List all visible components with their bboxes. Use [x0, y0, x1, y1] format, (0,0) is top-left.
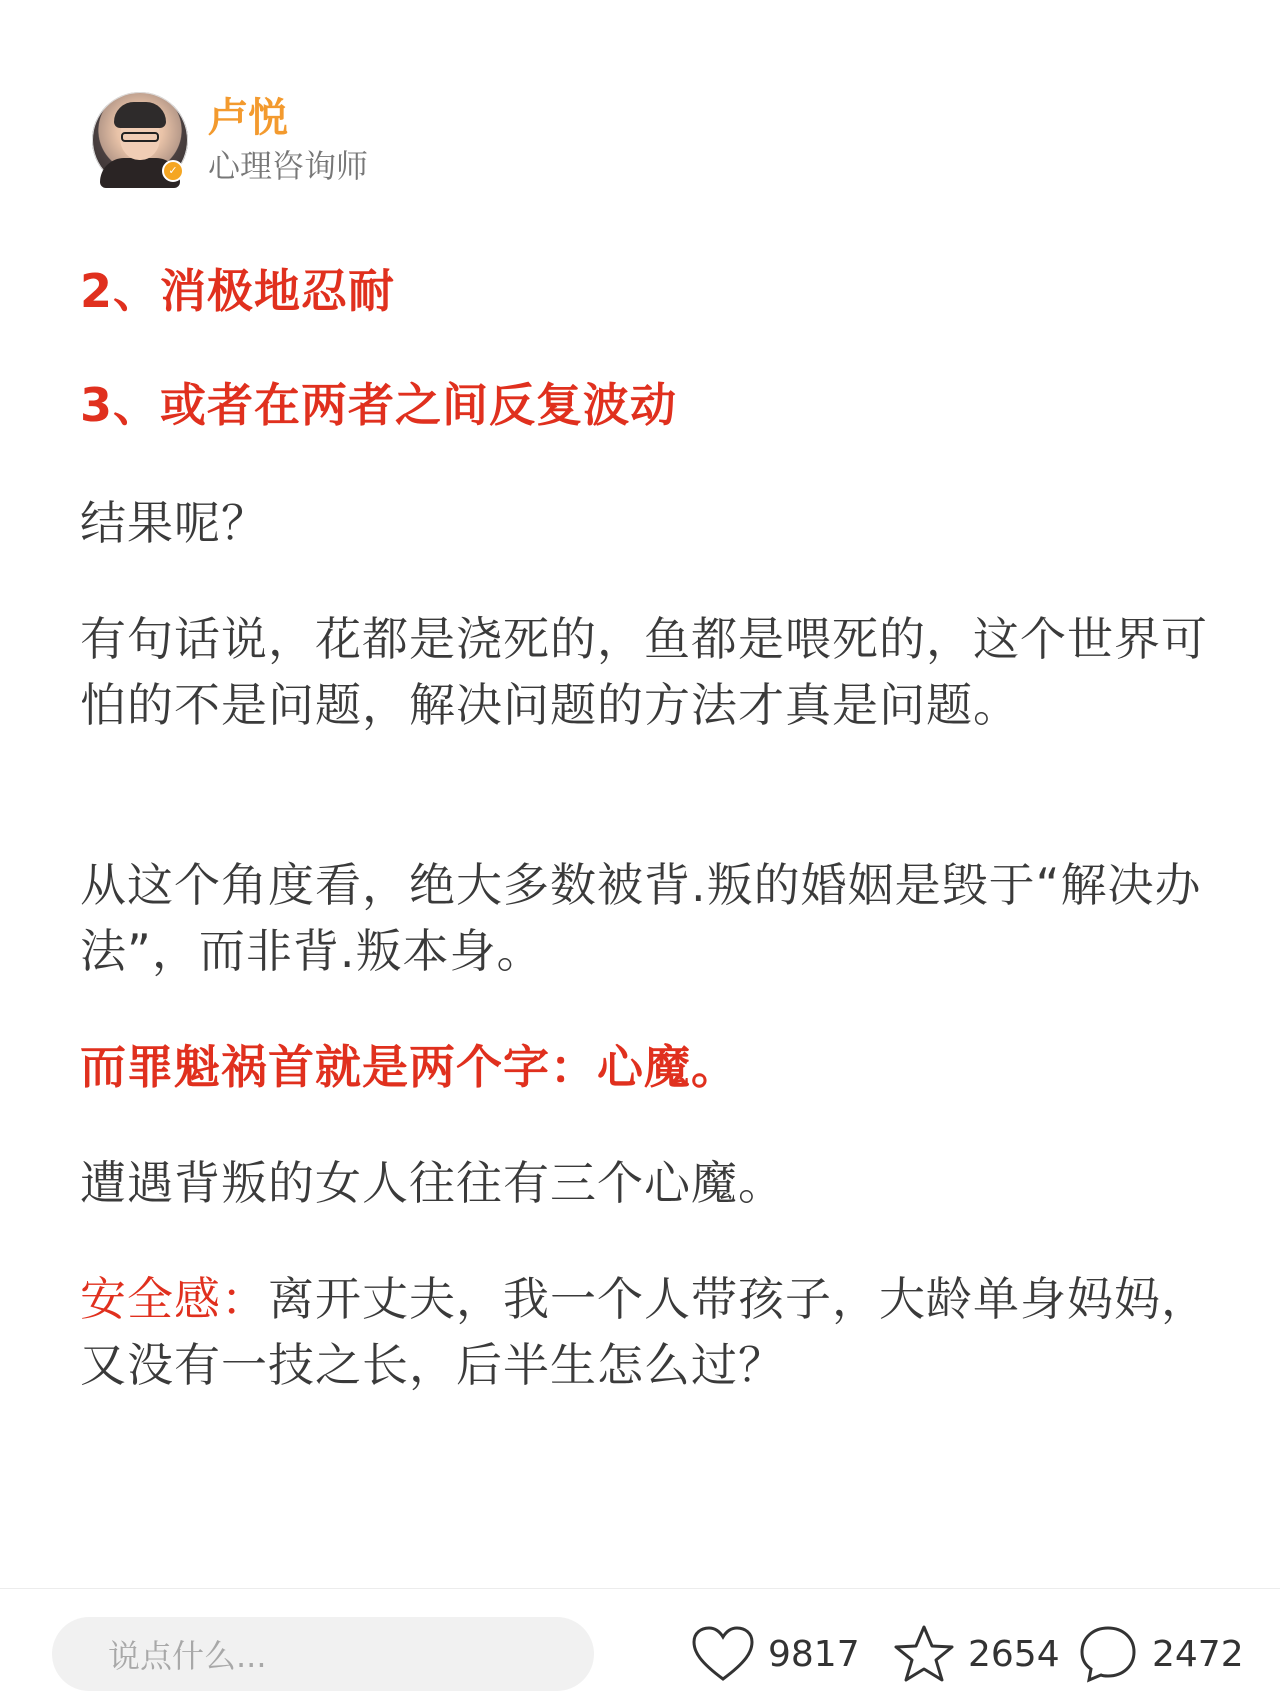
paragraph-3: 遭遇背叛的女人往往有三个心魔。 — [80, 1156, 785, 1210]
comment-icon — [1076, 1622, 1140, 1686]
favorite-count: 2654 — [968, 1633, 1060, 1675]
highlight-text: 而罪魁祸首就是两个字：心魔。 — [80, 1040, 738, 1094]
security-label: 安全感： — [80, 1272, 268, 1326]
security-paragraph — [80, 1266, 1210, 1398]
comment-button[interactable] — [1076, 1617, 1244, 1691]
bottom-action-bar — [0, 1588, 1280, 1707]
favorite-button[interactable] — [892, 1617, 1060, 1691]
paragraph-2: 从这个角度看，绝大多数被背.叛的婚姻是毁于“解决办法”，而非背.叛本身。 — [80, 858, 1202, 978]
avatar[interactable] — [92, 92, 188, 188]
security-text: 离开丈夫，我一个人带孩子，大龄单身妈妈，又没有一技之长，后半生怎么过？ — [80, 1272, 1208, 1392]
paragraph-1: 有句话说，花都是浇死的，鱼都是喂死的，这个世界可怕的不是问题，解决问题的方法才真是问题。 — [80, 612, 1208, 732]
like-button[interactable] — [690, 1617, 860, 1691]
list-item-3: 3、或者在两者之间反复波动 — [80, 378, 678, 432]
verified-badge-icon: ✓ — [162, 160, 184, 182]
comment-input[interactable] — [52, 1617, 594, 1691]
star-icon — [892, 1622, 956, 1686]
avatar-glasses — [121, 132, 159, 142]
author-info — [208, 92, 368, 188]
comment-placeholder: 说点什么... — [108, 1637, 267, 1675]
author-name[interactable]: 卢悦 — [208, 95, 288, 141]
author-title: 心理咨询师 — [208, 147, 369, 185]
comment-count: 2472 — [1152, 1633, 1244, 1675]
list-item-2: 2、消极地忍耐 — [80, 264, 396, 318]
question-text: 结果呢？ — [80, 496, 268, 550]
like-count: 9817 — [768, 1633, 860, 1675]
avatar-hair — [114, 102, 166, 128]
author-header — [92, 90, 368, 190]
heart-icon — [690, 1624, 756, 1684]
